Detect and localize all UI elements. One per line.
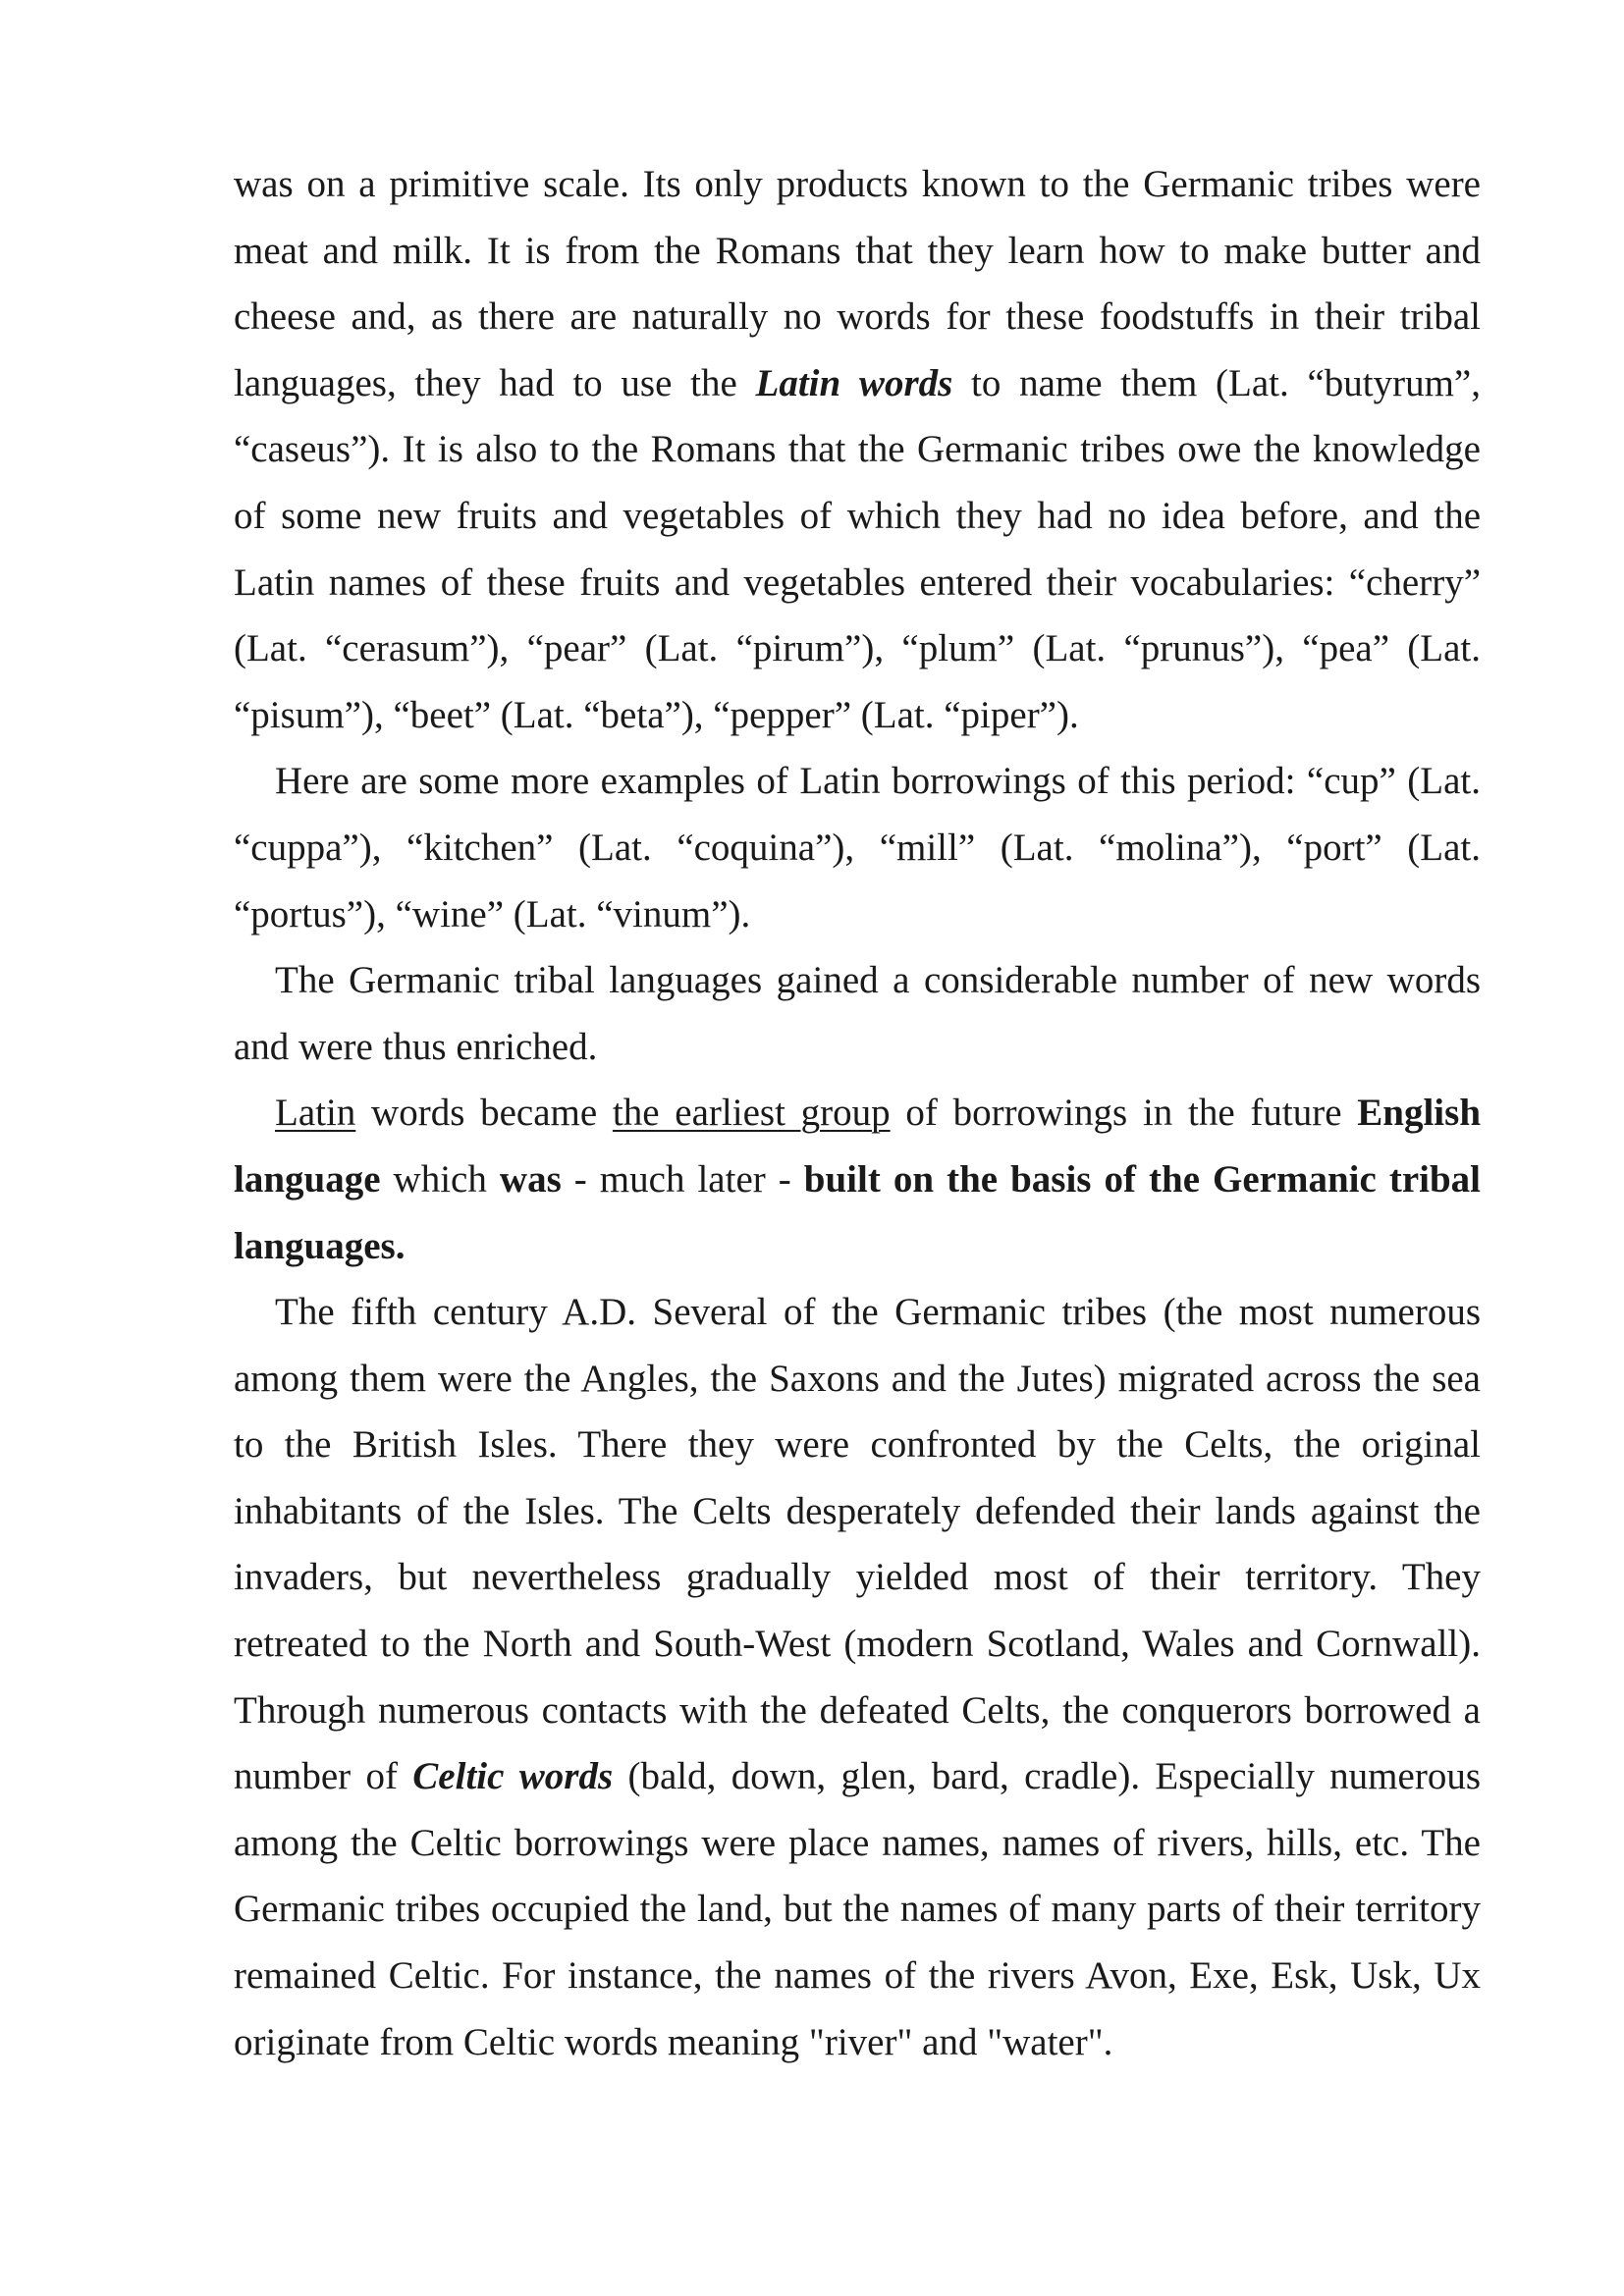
text-segment: The Germanic tribal languages gained a considerable number of new words and were thus enriched. [234, 959, 1481, 1068]
emphasis-latin-words: Latin words [755, 361, 953, 404]
emphasis-celtic-words: Celtic words [412, 1755, 614, 1798]
document-page [234, 151, 1481, 2075]
bold-was: was [499, 1157, 562, 1201]
underlined-earliest-group: the earliest group [612, 1092, 891, 1135]
underlined-latin: Latin [275, 1092, 356, 1135]
text-segment: (bald, down, glen, bard, cradle). Especially numerous among the Celtic borrowings were place names, names of rivers, hills, etc. The Germanic tribes occupied the land, but the names of many parts of their territory remained Celtic. For instance, the names of the rivers Avon, Exe, Esk, Usk, Ux originate from Celtic words meaning "river" and "water". [234, 1755, 1481, 2063]
bold-english-language: English language [234, 1092, 1482, 1201]
text-segment: was on a primitive scale. Its only products known to the Germanic tribes were meat and milk. It is from the Romans that they learn how to make butter and cheese and, as there are naturally no words for these foodstuffs in their tribal languages, they had to use the [234, 163, 1481, 404]
paragraph-3 [234, 947, 1481, 1080]
text-segment: Here are some more examples of Latin borrowings of this period: “cup” (Lat. “cuppa”), “kitchen” (Lat. “coquina”), “mill” (Lat. “molina”), “port” (Lat. “portus”), “wine” (Lat. “vinum”). [234, 760, 1481, 935]
text-segment: The fifth century A.D. Several of the Germanic tribes (the most numerous among them were the Angles, the Saxons and the Jutes) migrated across the sea to the British Isles. There they were confronted by the Celts, the original inhabitants of the Isles. The Celts desperately defended their lands against the invaders, but nevertheless gradually yielded most of their territory. They retreated to the North and South-West (modern Scotland, Wales and Cornwall). Through numerous contacts with the defeated Celts, the conquerors borrowed a number of [234, 1291, 1481, 1798]
paragraph-4 [234, 1080, 1481, 1279]
text-segment: of borrowings in the future [890, 1092, 1358, 1135]
paragraph-2 [234, 748, 1481, 947]
paragraph-1 [234, 151, 1481, 748]
text-segment: which [380, 1157, 500, 1201]
text-segment: words became [355, 1092, 613, 1135]
text-segment: to name them (Lat. “butyrum”, “caseus”). It is also to the Romans that the Germanic tribes owe the knowledge of some new fruits and vegetables of which they had no idea before, and the Latin names of these fruits and vegetables entered their vocabularies: “cherry” (Lat. “cerasum”), “pear” (Lat. “pirum”), “plum” (Lat. “prunus”), “pea” (Lat. “pisum”), “beet” (Lat. “beta”), “pepper” (Lat. “piper”). [234, 361, 1481, 736]
bold-built-on-basis: built on the basis of the Germanic tribal languages. [234, 1157, 1481, 1267]
text-segment: - much later - [561, 1157, 804, 1201]
paragraph-5 [234, 1279, 1481, 2075]
